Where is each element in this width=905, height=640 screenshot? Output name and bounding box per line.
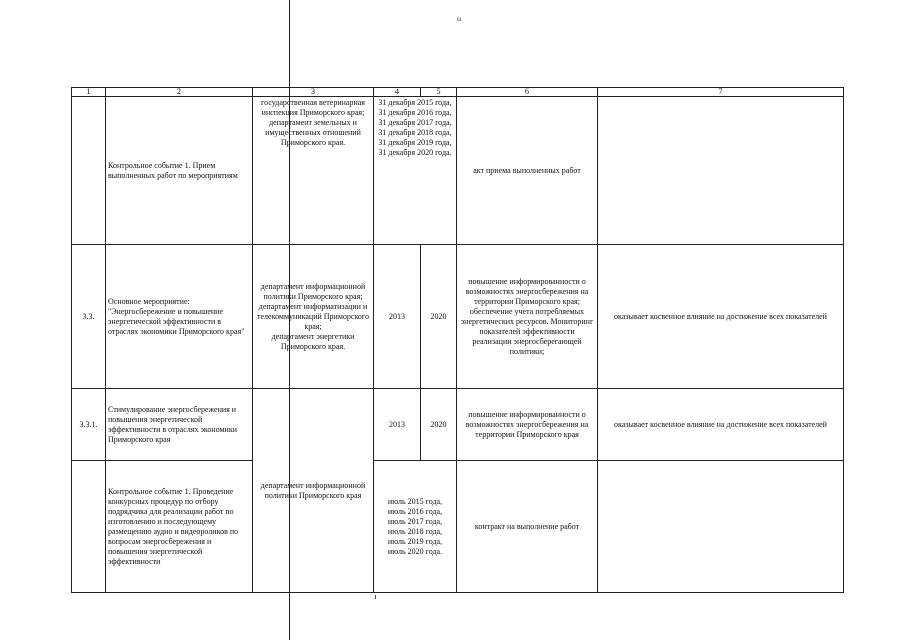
executor: департамент информационной политики Приморского края; департамент информатизации и телекоммуникаций Приморского края; департамент энергетики Приморского края. — [253, 245, 374, 389]
activity-name: Основное мероприятие: "Энергосбережение и повышение энергетической эффективности в отраслях экономики Приморского края" — [106, 245, 253, 389]
plan-table — [71, 87, 844, 593]
activity-name: Стимулирование энергосбережения и повышения энергетической эффективности в отраслях экономики Приморского края — [106, 389, 253, 461]
expected-result: акт приема выполненных работ — [457, 97, 598, 245]
column-number-4: 4 — [374, 88, 421, 97]
row-number — [72, 97, 106, 245]
column-number-5: 5 — [421, 88, 457, 97]
table-row — [72, 461, 844, 593]
start-year: 2013 — [374, 245, 421, 389]
row-number — [72, 461, 106, 593]
column-number-row — [72, 88, 844, 97]
page-number: 61 — [457, 18, 462, 23]
column-number-3: 3 — [253, 88, 374, 97]
event-name: Контрольное событие 1. Прием выполненных работ по мероприятиям — [106, 97, 253, 245]
table-row — [72, 245, 844, 389]
deadline-dates: июль 2015 года, июль 2016 года, июль 2017 года, июль 2018 года, июль 2019 года, июль 2020 года. — [374, 461, 457, 593]
indicator-impact — [598, 97, 844, 245]
column-number-6: 6 — [457, 88, 598, 97]
row-number: 3.3.1. — [72, 389, 106, 461]
table-row — [72, 389, 844, 461]
start-year: 2013 — [374, 389, 421, 461]
end-year: 2020 — [421, 245, 457, 389]
expected-result: повышение информированности о возможностях энергосбережения на территории Приморского края — [457, 389, 598, 461]
executor: департамент информационной политики Приморского края — [253, 389, 374, 593]
event-name: Контрольное событие 1. Проведение конкурсных процедур по отбору подрядчика для реализации работ по изготовлению и последующему размещению аудио и видеороликов по вопросам энергосбережения и повышения энергетической эффективности — [106, 461, 253, 593]
expected-result: повышение информированности о возможностях энергосбережения на территории Приморского края; обеспечение учета потребляемых энергетических ресурсов. Мониторинг показателей эффективности реализации энергосберегающей политики; — [457, 245, 598, 389]
column-number-1: 1 — [72, 88, 106, 97]
end-year: 2020 — [421, 389, 457, 461]
row-number: 3.3. — [72, 245, 106, 389]
column-number-2: 2 — [106, 88, 253, 97]
indicator-impact: оказывает косвенное влияние на достижение всех показателей — [598, 389, 844, 461]
deadline-dates: 31 декабря 2015 года, 31 декабря 2016 года, 31 декабря 2017 года, 31 декабря 2018 года, 31 декабря 2019 года, 31 декабря 2020 года. — [374, 97, 457, 245]
column-number-7: 7 — [598, 88, 844, 97]
indicator-impact: оказывает косвенное влияние на достижение всех показателей — [598, 245, 844, 389]
executor: государственная ветеринарная инспекция Приморского края; департамент земельных и имущественных отношений Приморского края. — [253, 97, 374, 245]
indicator-impact — [598, 461, 844, 593]
table-row — [72, 97, 844, 245]
expected-result: контракт на выполнение работ — [457, 461, 598, 593]
scan-mark — [375, 595, 376, 599]
